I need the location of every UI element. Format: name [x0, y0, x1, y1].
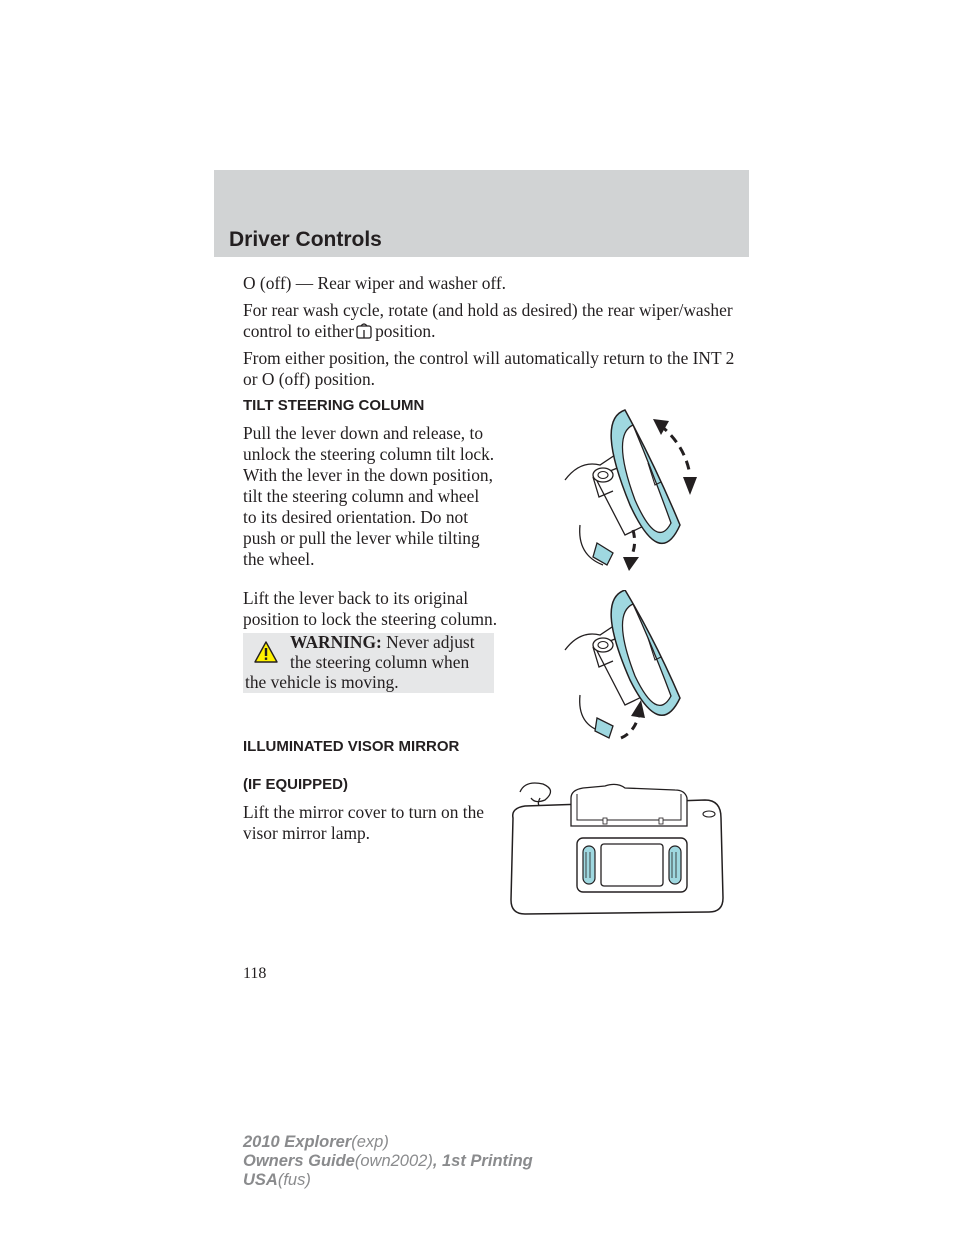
tilt-line: unlock the steering column tilt lock. — [243, 444, 495, 464]
footer-guide: Owners Guide — [243, 1152, 355, 1170]
footer-market: USA — [243, 1171, 278, 1189]
warning-line3: the vehicle is moving. — [245, 672, 399, 692]
footer-line2 — [243, 1152, 533, 1171]
tilt-line: to its desired orientation. Do not — [243, 507, 469, 527]
document-footer — [243, 1133, 533, 1190]
steering-tilt-lock-illustration — [555, 590, 705, 745]
visor-line: Lift the mirror cover to turn on the — [243, 802, 484, 822]
visor-mirror-subheading: (IF EQUIPPED) — [243, 776, 349, 793]
footer-printing: , 1st Printing — [432, 1152, 533, 1170]
tilt-line: With the lever in the down position, — [243, 465, 493, 485]
footer-model-code: (exp) — [351, 1133, 389, 1151]
tilt-line: the wheel. — [243, 549, 315, 569]
footer-guide-code: (own2002) — [354, 1152, 433, 1170]
lock-line: Lift the lever back to its original — [243, 588, 469, 608]
tilt-steering-heading: TILT STEERING COLUMN — [243, 397, 425, 414]
warning-line1 — [290, 632, 475, 653]
page-number: 118 — [243, 965, 267, 982]
warning-triangle-icon — [254, 641, 278, 663]
warning-label: WARNING: — [290, 632, 382, 652]
footer-line1 — [243, 1133, 533, 1152]
paragraph-return-line1: From either position, the control will automatically return to the INT 2 — [243, 348, 735, 368]
section-title: Driver Controls — [229, 228, 382, 251]
rear-wash-text-b: position. — [375, 321, 436, 341]
visor-line: visor mirror lamp. — [243, 823, 371, 843]
tilt-line: push or pull the lever while tilting — [243, 528, 480, 548]
visor-mirror-illustration — [505, 778, 730, 918]
warning-text1: Never adjust — [386, 632, 475, 652]
lock-line: position to lock the steering column. — [243, 609, 498, 629]
tilt-line: tilt the steering column and wheel — [243, 486, 480, 506]
rear-washer-icon — [355, 322, 373, 345]
paragraph-rear-wash-line2 — [243, 321, 435, 345]
warning-line2: the steering column when — [290, 652, 470, 672]
paragraph-return-line2: or O (off) position. — [243, 369, 376, 389]
rear-wash-text-a: control to either — [243, 321, 355, 341]
footer-market-code: (fus) — [277, 1171, 311, 1189]
paragraph-off: O (off) — Rear wiper and washer off. — [243, 273, 507, 293]
paragraph-rear-wash-line1: For rear wash cycle, rotate (and hold as desired) the rear wiper/washer — [243, 300, 733, 320]
steering-tilt-unlock-illustration — [555, 405, 705, 575]
footer-line3 — [243, 1171, 533, 1190]
visor-mirror-heading: ILLUMINATED VISOR MIRROR — [243, 738, 460, 755]
tilt-line: Pull the lever down and release, to — [243, 423, 484, 443]
footer-model: 2010 Explorer — [243, 1133, 352, 1151]
